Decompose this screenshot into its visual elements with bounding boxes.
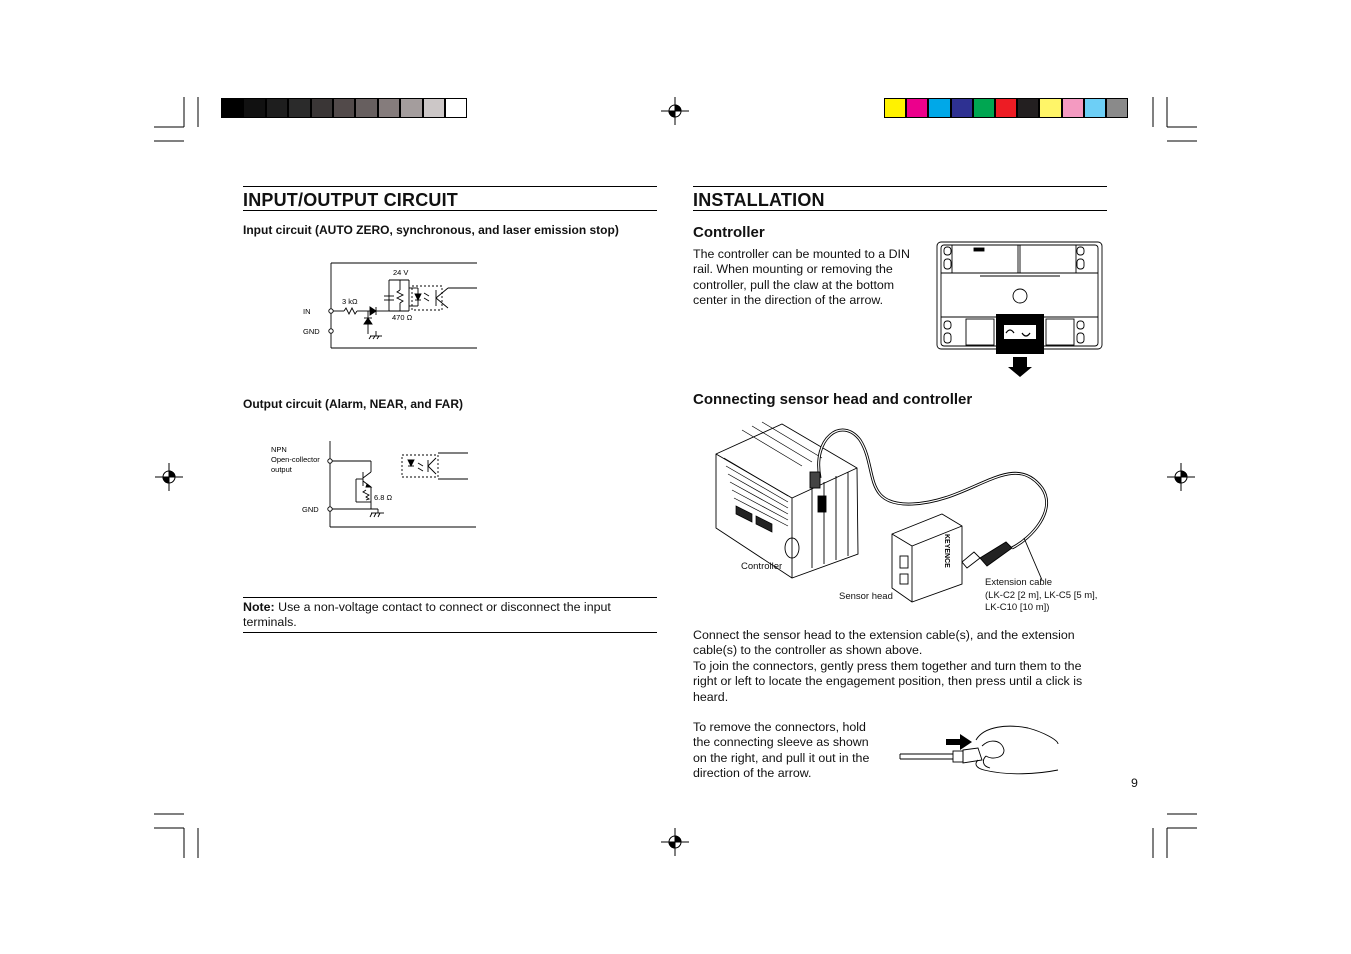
input-in-label: IN <box>303 307 311 316</box>
input-voltage-label: 24 V <box>393 268 409 277</box>
remove-paragraph: To remove the connectors, hold the connecting sleeve as shown on the right, and pull it out in the direction of the arrow. <box>693 720 870 781</box>
pull-arrow-icon <box>946 734 972 750</box>
brand-label: KEYENCE <box>943 534 950 568</box>
input-r2-label: 470 Ω <box>392 313 413 322</box>
output-label: output <box>271 465 292 474</box>
note-text: Use a non-voltage contact to connect or disconnect the input terminals. <box>243 600 611 630</box>
output-circuit-diagram <box>268 438 480 532</box>
controller-text: The controller can be mounted to a DIN rail. When mounting or removing the controller, pull the claw at the bottom center in the direction of the arrow. <box>693 247 910 308</box>
input-gnd-label: GND <box>303 327 320 336</box>
controller-din-illustration <box>934 239 1106 379</box>
connect-heading: Connecting sensor head and controller <box>693 391 973 408</box>
hand-removal-illustration <box>898 724 1064 778</box>
input-circuit-diagram <box>296 258 486 354</box>
controller-heading: Controller <box>693 224 765 241</box>
note-label: Note: <box>243 600 275 614</box>
npn-label: NPN <box>271 445 287 454</box>
section-title-io-circuit: INPUT/OUTPUT CIRCUIT <box>243 186 657 211</box>
connect-paragraph: Connect the sensor head to the extension cable(s), and the extension cable(s) to the controller as shown above. To join the connectors, gently press them together and turn them to the right or left to locate the engagement position, then press until a click is heard. <box>693 628 1083 704</box>
output-gnd-label: GND <box>302 505 319 514</box>
input-circuit-heading: Input circuit (AUTO ZERO, synchronous, and laser emission stop) <box>243 223 619 237</box>
input-r1-label: 3 kΩ <box>342 297 358 306</box>
page-number: 9 <box>1131 776 1138 790</box>
note-box <box>243 597 657 633</box>
pull-arrow-icon <box>1008 357 1032 377</box>
output-r-label: 6.8 Ω <box>374 493 393 502</box>
label-controller: Controller <box>741 561 783 572</box>
open-collector-label: Open-collector <box>271 455 320 464</box>
label-sensor-head: Sensor head <box>839 591 893 602</box>
label-extension-cable: Extension cable (LK-C2 [2 m], LK-C5 [5 m], LK-C10 [10 m]) <box>985 577 1098 613</box>
output-circuit-heading: Output circuit (Alarm, NEAR, and FAR) <box>243 397 464 411</box>
section-title-installation: INSTALLATION <box>693 186 1107 211</box>
